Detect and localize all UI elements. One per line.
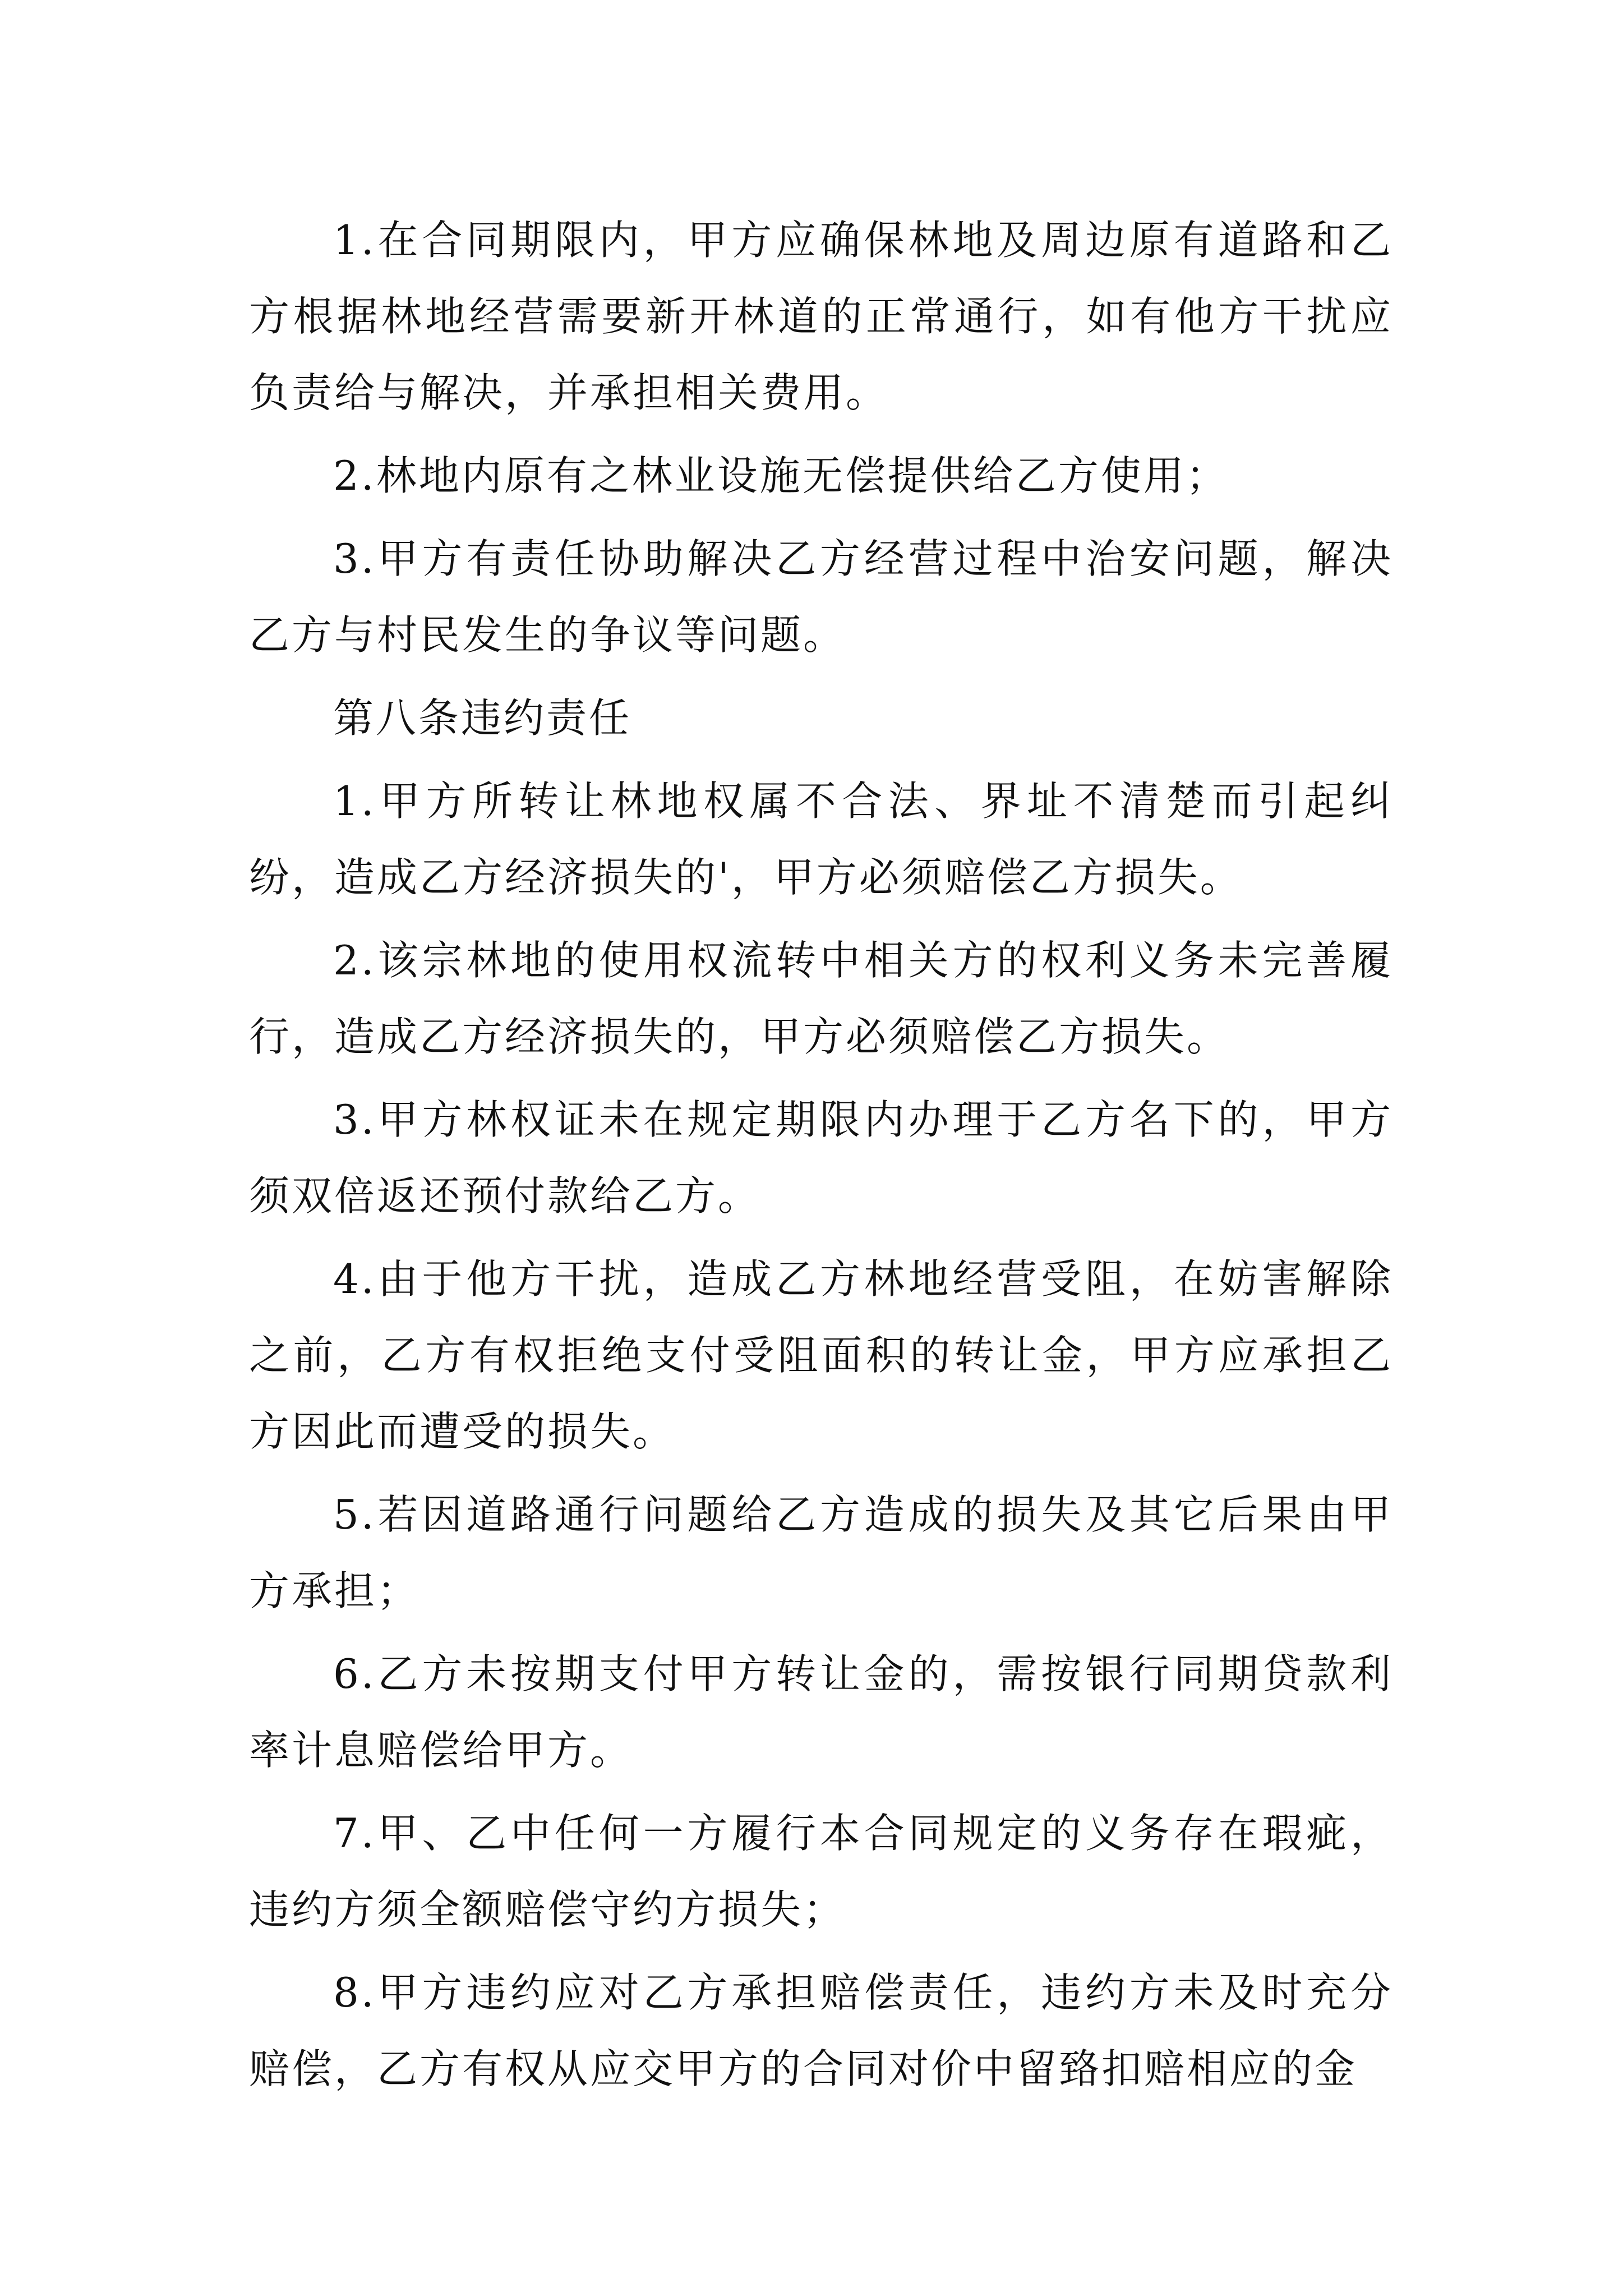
- document-body: [249, 202, 1393, 2114]
- liability-clause-7: 7.甲、乙中任何一方履行本合同规定的义务存在瑕疵，违约方须全额赔偿守约方损失；: [249, 1810, 1393, 1933]
- liability-clause-4: 4.由于他方干扰，造成乙方林地经营受阻，在妨害解除之前，乙方有权拒绝支付受阻面积的转让金，甲方应承担乙方因此而遭受的损失。: [249, 1255, 1393, 1455]
- clause-2: 2.林地内原有之林业设施无偿提供给乙方使用；: [333, 452, 1229, 499]
- liability-clause-2: 2.该宗林地的使用权流转中相关方的权利义务未完善履行，造成乙方经济损失的，甲方必须赔偿乙方损失。: [249, 937, 1393, 1060]
- liability-clause-8: 8.甲方违约应对乙方承担赔偿责任，违约方未及时充分赔偿，乙方有权从应交甲方的合同对价中留臵扣赔相应的金: [249, 1969, 1393, 2092]
- clause-3: 3.甲方有责任协助解决乙方经营过程中治安问题，解决乙方与村民发生的争议等问题。: [249, 535, 1393, 659]
- liability-clause-5: 5.若因道路通行问题给乙方造成的损失及其它后果由甲方承担；: [249, 1491, 1393, 1614]
- liability-clause-6: 6.乙方未按期支付甲方转让金的，需按银行同期贷款利率计息赔偿给甲方。: [249, 1650, 1393, 1774]
- liability-clause-1: 1.甲方所转让林地权属不合法、界址不清楚而引起纠纷，造成乙方经济损失的'，甲方必须赔偿乙方损失。: [249, 777, 1393, 901]
- liability-clause-3: 3.甲方林权证未在规定期限内办理于乙方名下的，甲方须双倍返还预付款给乙方。: [249, 1096, 1393, 1220]
- section-heading-article-8: 第八条违约责任: [333, 694, 632, 742]
- clause-1: 1.在合同期限内，甲方应确保林地及周边原有道路和乙方根据林地经营需要新开林道的正常通行，如有他方干扰应负责给与解决，并承担相关费用。: [249, 217, 1393, 416]
